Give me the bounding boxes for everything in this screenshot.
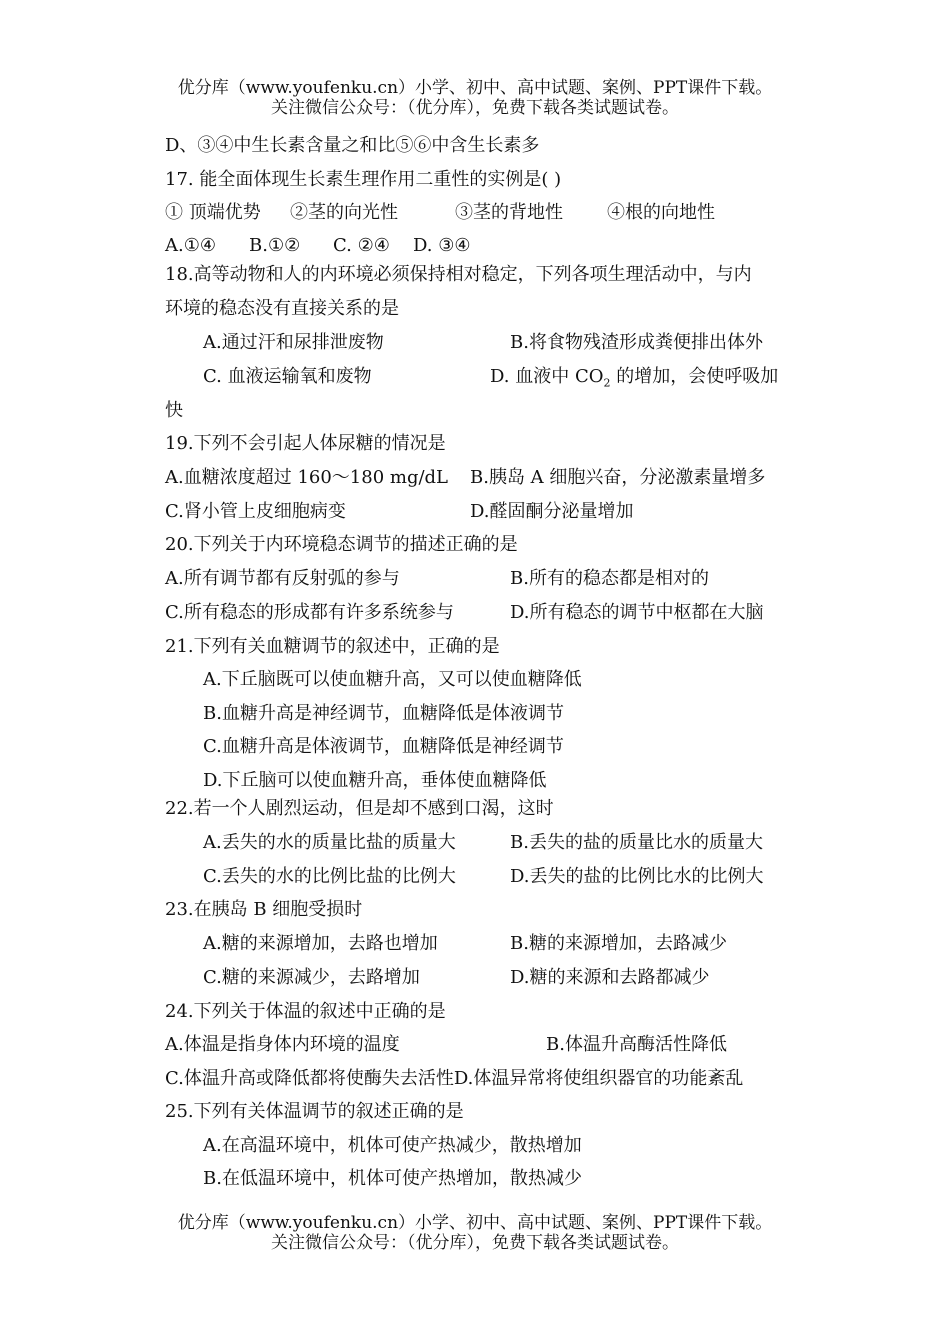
q25-option-b: B.在低温环境中，机体可使产热增加，散热减少: [203, 1168, 582, 1189]
q22-option-d: D.丢失的盐的比例比水的比例大: [510, 866, 764, 887]
q19-option-d: D.醛固酮分泌量增加: [470, 501, 634, 522]
q17-options: [165, 235, 471, 257]
q17-item-4: ④根的向地性: [607, 202, 715, 223]
q17-item-1: ① 顶端优势: [165, 202, 261, 223]
q21-option-a: A.下丘脑既可以使血糖升高，又可以使血糖降低: [203, 669, 582, 690]
footer-line-1: 优分库（www.youfenku.cn）小学、初中、高中试题、案例、PPT课件下载。: [177, 1213, 773, 1233]
q22-option-b: B.丢失的盐的质量比水的质量大: [510, 832, 763, 853]
q17-option-a: A.①④: [165, 235, 216, 256]
q19-option-a: A.血糖浓度超过 160～180 mg/dL: [165, 467, 449, 488]
q21-option-d: D.下丘脑可以使血糖升高，垂体使血糖降低: [203, 770, 547, 791]
q23-stem: 23.在胰岛 B 细胞受损时: [165, 899, 363, 920]
q23-option-c: C.糖的来源减少，去路增加: [203, 967, 420, 988]
q17-option-b: B.①②: [249, 235, 301, 256]
q20-option-a: A.所有调节都有反射弧的参与: [165, 568, 400, 589]
q20-option-b: B.所有的稳态都是相对的: [510, 568, 709, 589]
q17-stem: 17. 能全面体现生长素生理作用二重性的实例是( ): [165, 169, 562, 190]
q18-option-d-wrap: 快: [165, 400, 183, 421]
q22-option-c: C.丢失的水的比例比盐的比例大: [203, 866, 456, 887]
q17-item-2: ②茎的向光性: [290, 202, 398, 223]
q19-stem: 19.下列不会引起人体尿糖的情况是: [165, 433, 446, 454]
q18-stem-2: 环境的稳态没有直接关系的是: [165, 298, 399, 319]
q18-option-d-sub: 2: [603, 376, 611, 390]
q24-option-a: A.体温是指身体内环境的温度: [165, 1034, 400, 1055]
header-line-2: 关注微信公众号：（优分库），免费下载各类试题试卷。: [271, 98, 679, 118]
q18-option-d-pre: D. 血液中 CO: [490, 366, 604, 387]
q17-option-d: D. ③④: [413, 235, 471, 256]
q18-option-d-post: 的增加，会使呼吸加: [610, 366, 779, 387]
q24-stem: 24.下列关于体温的叙述中正确的是: [165, 1001, 446, 1022]
q24-option-cd: C.体温升高或降低都将使酶失去活性D.体温异常将使组织器官的功能紊乱: [165, 1068, 744, 1089]
q21-option-b: B.血糖升高是神经调节，血糖降低是体液调节: [203, 703, 564, 724]
q21-option-c: C.血糖升高是体液调节，血糖降低是神经调节: [203, 736, 564, 757]
q16-option-d: D、③④中生长素含量之和比⑤⑥中含生长素多: [165, 135, 540, 156]
q20-option-c: C.所有稳态的形成都有许多系统参与: [165, 602, 454, 623]
q18-stem-1: 18.高等动物和人的内环境必须保持相对稳定，下列各项生理活动中，与内: [165, 264, 752, 285]
q20-stem: 20.下列关于内环境稳态调节的描述正确的是: [165, 534, 518, 555]
q21-stem: 21.下列有关血糖调节的叙述中，正确的是: [165, 636, 500, 657]
q23-option-a: A.糖的来源增加，去路也增加: [203, 933, 438, 954]
q17-items: [165, 202, 715, 224]
q18-option-b: B.将食物残渣形成粪便排出体外: [510, 332, 763, 353]
q23-option-d: D.糖的来源和去路都减少: [510, 967, 710, 988]
q22-stem: 22.若一个人剧烈运动，但是却不感到口渴，这时: [165, 798, 554, 819]
q20-option-d: D.所有稳态的调节中枢都在大脑: [510, 602, 764, 623]
q19-option-c: C.肾小管上皮细胞病变: [165, 501, 346, 522]
q18-option-c: C. 血液运输氧和废物: [203, 366, 372, 387]
header-line-1: 优分库（www.youfenku.cn）小学、初中、高中试题、案例、PPT课件下载。: [177, 78, 773, 98]
q17-item-3: ③茎的背地性: [455, 202, 563, 223]
q19-option-b: B.胰岛 A 细胞兴奋，分泌激素量增多: [470, 467, 766, 488]
q25-option-a: A.在高温环境中，机体可使产热减少，散热增加: [203, 1135, 582, 1156]
q17-option-c: C. ②④: [333, 235, 390, 256]
footer-line-2: 关注微信公众号：（优分库），免费下载各类试题试卷。: [271, 1233, 679, 1253]
q18-option-a: A.通过汗和尿排泄废物: [203, 332, 384, 353]
q23-option-b: B.糖的来源增加，去路减少: [510, 933, 727, 954]
q18-option-d: [490, 366, 778, 395]
q25-stem: 25.下列有关体温调节的叙述正确的是: [165, 1101, 464, 1122]
q24-option-b: B.体温升高酶活性降低: [546, 1034, 727, 1055]
q22-option-a: A.丢失的水的质量比盐的质量大: [203, 832, 456, 853]
